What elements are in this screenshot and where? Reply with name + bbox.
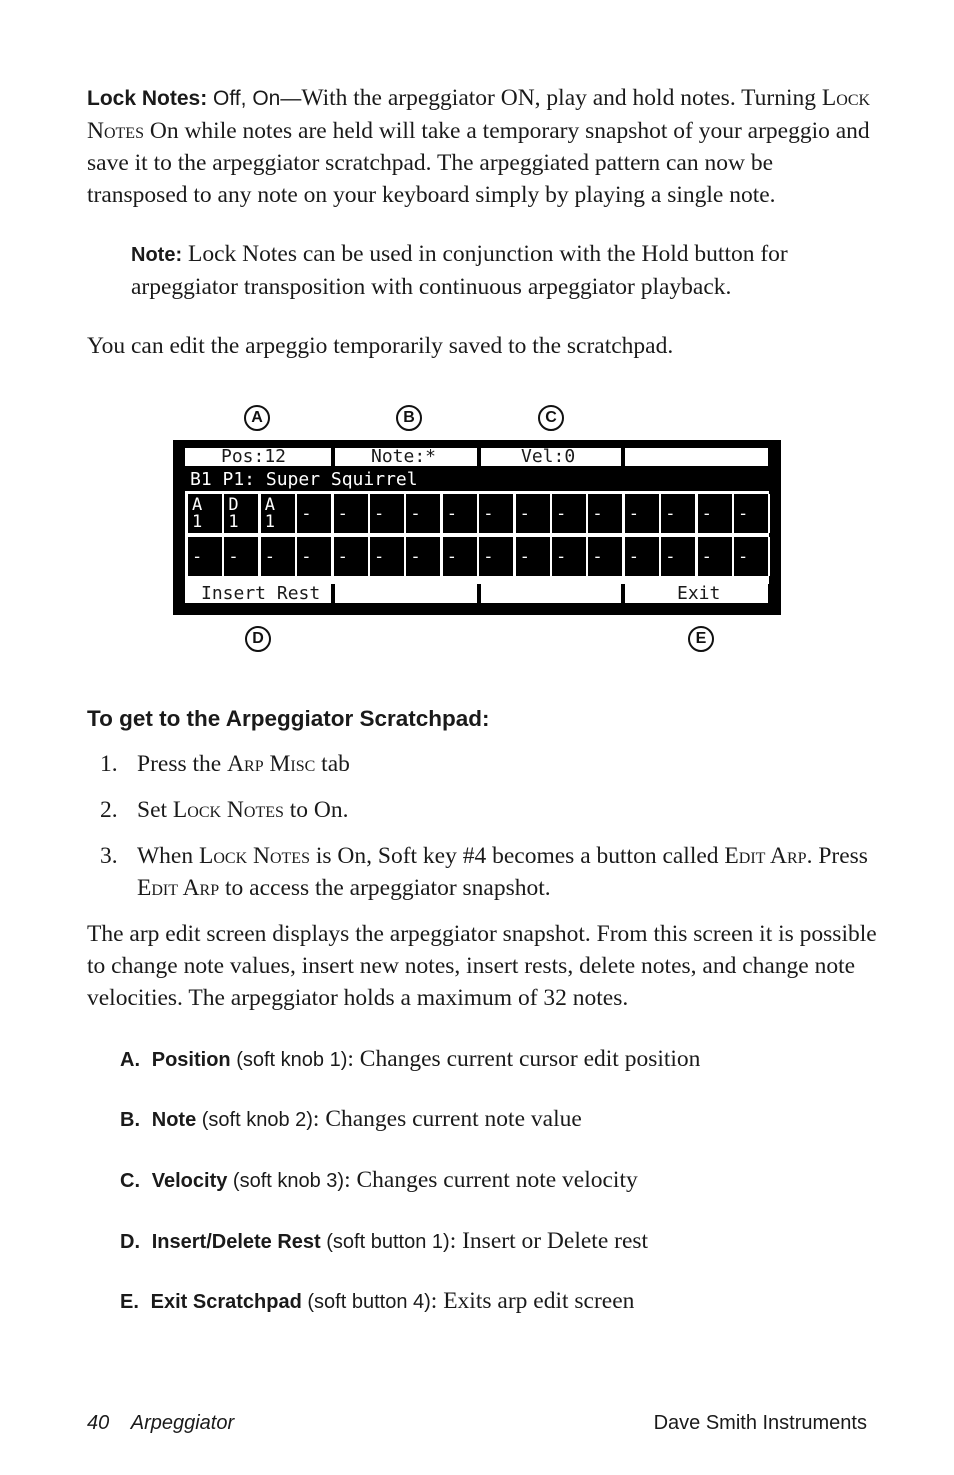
lcd-step-note: D — [228, 495, 239, 515]
lcd-step-note: - — [483, 547, 494, 567]
lcd-softkey-1 — [185, 584, 331, 603]
lcd-step-note: - — [264, 547, 276, 567]
lcd-step-note: - — [446, 547, 458, 567]
lcd-step-note: - — [556, 504, 567, 524]
lcd-step-cell — [516, 537, 552, 576]
lcd-softkey-1-label: Insert Rest — [201, 583, 321, 604]
lcd-step-cell — [334, 537, 370, 576]
lcd-step-note: - — [192, 547, 203, 567]
lcd-step-cell — [552, 494, 588, 533]
note-label: Note: — [131, 244, 183, 266]
definition-b — [120, 1103, 880, 1136]
callout-c: C — [538, 405, 564, 431]
definition-b-letter: B. — [120, 1109, 140, 1131]
callout-e: E — [688, 626, 714, 652]
lcd-step-cell — [661, 537, 697, 576]
lcd-step-cell — [516, 494, 552, 533]
definition-d-term: Insert/Delete Rest — [151, 1231, 321, 1253]
definition-c-desc: : Changes current note velocity — [344, 1167, 638, 1193]
footer-section: Arpeggiator — [130, 1412, 235, 1434]
lcd-step-cell — [261, 494, 297, 533]
lcd-vel-label: Vel:0 — [521, 446, 576, 467]
lcd-step-note: - — [738, 504, 749, 524]
lcd-step-cell — [625, 537, 661, 576]
lock-notes-term: Lock Notes: — [87, 87, 208, 110]
step-3-number: 3. — [100, 843, 118, 869]
definition-c-term: Velocity — [151, 1170, 228, 1192]
page-number: 40 — [87, 1412, 110, 1434]
step-3-text-d: to access the arpeggiator snapshot. — [219, 875, 551, 901]
lcd-step-note: - — [374, 547, 385, 567]
step-3-text — [137, 840, 877, 904]
step-2-number: 2. — [100, 797, 118, 823]
lcd-step-octave: 1 — [192, 512, 203, 532]
lcd-step-cell — [188, 537, 224, 576]
definition-c-control: (soft knob 3) — [227, 1170, 345, 1192]
lcd-header-vel — [481, 448, 621, 466]
definition-e-term: Exit Scratchpad — [150, 1291, 302, 1313]
note-text: Lock Notes can be used in conjunction with the Hold button for arpeggiator transposition with continuous arpeggiator playback. — [131, 241, 788, 300]
lcd-header-note — [335, 448, 477, 466]
lcd-step-cell — [588, 494, 624, 533]
definition-c-letter: C. — [120, 1170, 140, 1192]
definition-d — [120, 1225, 880, 1258]
definition-a-letter: A. — [120, 1049, 140, 1071]
lcd-softkey-2 — [335, 584, 477, 603]
lcd-step-note: A — [192, 495, 203, 515]
lcd-step-cell — [224, 494, 260, 533]
lcd-step-cell — [370, 494, 406, 533]
callout-d: D — [245, 626, 271, 652]
lcd-header-empty — [625, 448, 768, 466]
step-2-text — [137, 794, 877, 826]
definition-a — [120, 1043, 880, 1076]
lcd-step-cell — [406, 537, 442, 576]
lcd-step-grid — [185, 491, 769, 584]
lcd-step-cell — [188, 494, 224, 533]
lcd-step-note: - — [628, 504, 640, 524]
step-1-text — [137, 748, 877, 780]
step-3-text-b: is On, Soft key #4 becomes a button called — [309, 843, 725, 869]
lcd-step-note: - — [592, 504, 603, 524]
lcd-step-note: - — [519, 547, 530, 567]
lcd-step-note: - — [301, 547, 312, 567]
definition-e-control: (soft button 4) — [301, 1291, 431, 1313]
definition-e — [120, 1285, 880, 1318]
lock-notes-text-1: With the arpeggiator ON, play and hold notes. Turning — [301, 85, 822, 111]
page-footer-left — [87, 1412, 234, 1435]
lock-notes-options: Off, On— — [207, 87, 302, 110]
step-3-smallcaps-2: Edit Arp — [724, 843, 807, 869]
lcd-step-cell — [406, 494, 442, 533]
callout-a: A — [244, 405, 270, 431]
footer-company: Dave Smith Instruments — [653, 1412, 867, 1434]
scratchpad-intro: You can edit the arpeggio temporarily saved to the scratchpad. — [87, 333, 674, 359]
definition-c — [120, 1164, 880, 1197]
lcd-step-cell — [661, 494, 697, 533]
lcd-step-note: - — [556, 547, 567, 567]
lcd-step-cell — [297, 494, 333, 533]
lcd-step-note: - — [738, 547, 749, 567]
callout-b: B — [396, 405, 422, 431]
lcd-step-cell — [297, 537, 333, 576]
lcd-step-note: - — [701, 547, 712, 567]
lcd-step-cell — [734, 537, 770, 576]
lcd-step-note: - — [446, 504, 458, 524]
definition-a-term: Position — [151, 1049, 231, 1071]
lcd-step-note: - — [410, 547, 421, 567]
step-3-smallcaps-3: Edit Arp — [137, 875, 220, 901]
step-3-text-c: . Press — [806, 843, 868, 869]
arp-edit-description: The arp edit screen displays the arpeggiator snapshot. From this screen it is possible to change note values, insert new notes, insert rests, delete notes, and change note velocities. The arpeggiator holds a maximum of 32 notes. — [87, 921, 877, 1011]
step-1-smallcaps: Arp Misc — [227, 751, 316, 777]
lcd-step-note: - — [665, 547, 676, 567]
lcd-step-cell — [443, 494, 479, 533]
lcd-screen — [173, 440, 781, 615]
definition-e-desc: : Exits arp edit screen — [430, 1288, 635, 1314]
lcd-step-cell — [224, 537, 260, 576]
lcd-step-cell — [698, 494, 734, 533]
lcd-step-note: - — [337, 504, 348, 524]
lcd-step-cell — [588, 537, 624, 576]
lcd-step-cell — [552, 537, 588, 576]
step-1-number: 1. — [100, 751, 118, 777]
definition-d-desc: : Insert or Delete rest — [449, 1228, 649, 1254]
lcd-step-note: - — [337, 547, 348, 567]
lock-notes-paragraph — [87, 82, 877, 211]
lcd-step-cell — [334, 494, 370, 533]
note-paragraph — [131, 238, 876, 303]
lcd-step-octave: 1 — [228, 512, 239, 532]
lcd-header-pos — [185, 448, 331, 466]
section-heading: To get to the Arpeggiator Scratchpad: — [87, 706, 490, 731]
step-2-text-b: to On. — [283, 797, 349, 823]
definition-a-desc: : Changes current cursor edit position — [347, 1046, 701, 1072]
step-1-text-a: Press the — [137, 751, 228, 777]
lcd-step-cell — [625, 494, 661, 533]
lcd-step-cell — [479, 537, 515, 576]
lcd-step-note: - — [228, 547, 239, 567]
lcd-step-cell — [479, 494, 515, 533]
lcd-step-note: - — [483, 504, 494, 524]
lock-notes-text-2: On while notes are held will take a temporary snapshot of your arpeggio and save it to the arpeggiator scratchpad. The arpeggiated pattern can now be transposed to any note on your keyboard simply by playing a single note. — [87, 118, 870, 208]
step-1-text-b: tab — [315, 751, 350, 777]
lcd-softkey-3 — [481, 584, 621, 603]
definition-b-control: (soft knob 2) — [196, 1109, 313, 1131]
lcd-step-cell — [443, 537, 479, 576]
lcd-step-cell — [698, 537, 734, 576]
lcd-program-name: B1 P1: Super Squirrel — [190, 469, 418, 490]
step-3-smallcaps-1: Lock Notes — [199, 843, 310, 869]
lcd-note-label: Note:* — [371, 446, 437, 467]
step-2-text-a: Set — [137, 797, 173, 823]
lcd-step-note: - — [701, 504, 712, 524]
definition-b-desc: : Changes current note value — [312, 1106, 582, 1132]
step-3-text-a: When — [137, 843, 199, 869]
lcd-step-cell — [370, 537, 406, 576]
lcd-step-note: - — [519, 504, 530, 524]
lcd-softkey-4 — [625, 584, 768, 603]
lcd-step-note: - — [301, 504, 312, 524]
lcd-step-note: - — [410, 504, 421, 524]
definition-a-control: (soft knob 1) — [230, 1049, 348, 1071]
definition-d-letter: D. — [120, 1231, 140, 1253]
lcd-pos-label: Pos:12 — [221, 446, 287, 467]
lcd-step-note: - — [628, 547, 640, 567]
lock-notes-smallcaps: Lock Notes — [87, 85, 871, 144]
definition-e-letter: E. — [120, 1291, 139, 1313]
lcd-step-cell — [734, 494, 770, 533]
lcd-step-note: - — [374, 504, 385, 524]
lcd-step-note: - — [592, 547, 603, 567]
lcd-softkey-4-label: Exit — [677, 583, 721, 604]
lcd-step-octave: 1 — [264, 512, 276, 532]
definition-d-control: (soft button 1) — [320, 1231, 450, 1253]
step-2-smallcaps: Lock Notes — [172, 797, 284, 823]
lcd-step-note: - — [665, 504, 676, 524]
lcd-step-note: A — [264, 495, 276, 515]
lcd-step-cell — [261, 537, 297, 576]
definition-b-term: Note — [151, 1109, 197, 1131]
